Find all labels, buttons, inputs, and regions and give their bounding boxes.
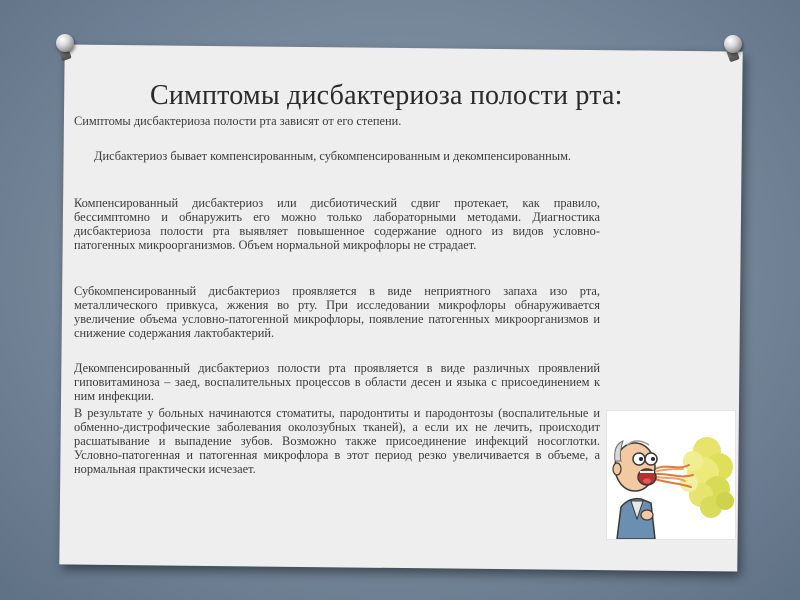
paragraph-decompensated: Декомпенсированный дисбактериоз полости рта проявляется в виде различных проявлений гиповитаминоза – заед, воспалительных процессов в области десен и языка с присоединением к ним инфекции. — [74, 361, 600, 403]
bad-breath-man-icon — [606, 410, 736, 540]
paragraph-intro: Симптомы дисбактериоза полости рта зависят от его степени. — [74, 114, 402, 128]
pushpin-icon — [56, 34, 74, 52]
pushpin-icon — [724, 35, 742, 53]
paragraph-compensated: Компенсированный дисбактериоз или дисбиотический сдвиг протекает, как правило, бессимптомно и обнаружить его можно только лабораторными методами. Диагностика дисбактериоза полости рта выявляет повышенное содержание одного из видов условно-патогенных микроорганизмов. Объем нормальной микрофлоры не страдает. — [74, 196, 600, 252]
slide-title: Симптомы дисбактериоза полости рта: — [150, 80, 623, 111]
paragraph-consequences: В результате у больных начинаются стоматиты, пародонтиты и пародонтозы (воспалительные и обменно-дистрофические заболевания околозубных тканей), а если их не лечить, происходит расшатывание и выпадение зубов. Возможно также присоединение инфекций носоглотки. Условно-патогенная и патогенная микрофлора в этот период резко увеличивается в объеме, а нормальная практически исчезает. — [74, 406, 600, 476]
paragraph-types: Дисбактериоз бывает компенсированным, субкомпенсированным и декомпенсированным. — [94, 149, 572, 163]
paragraph-subcompensated: Субкомпенсированный дисбактериоз проявляется в виде неприятного запаха изо рта, металлического привкуса, жжения во рту. При исследовании микрофлоры обнаруживается увеличение объема условно-патогенной микрофлоры, появление патогенных микроорганизмов и снижение содержания лактобактерий. — [74, 284, 600, 340]
man-figure — [613, 441, 657, 539]
bad-breath-illustration — [607, 411, 735, 539]
breath-cloud — [680, 437, 734, 518]
